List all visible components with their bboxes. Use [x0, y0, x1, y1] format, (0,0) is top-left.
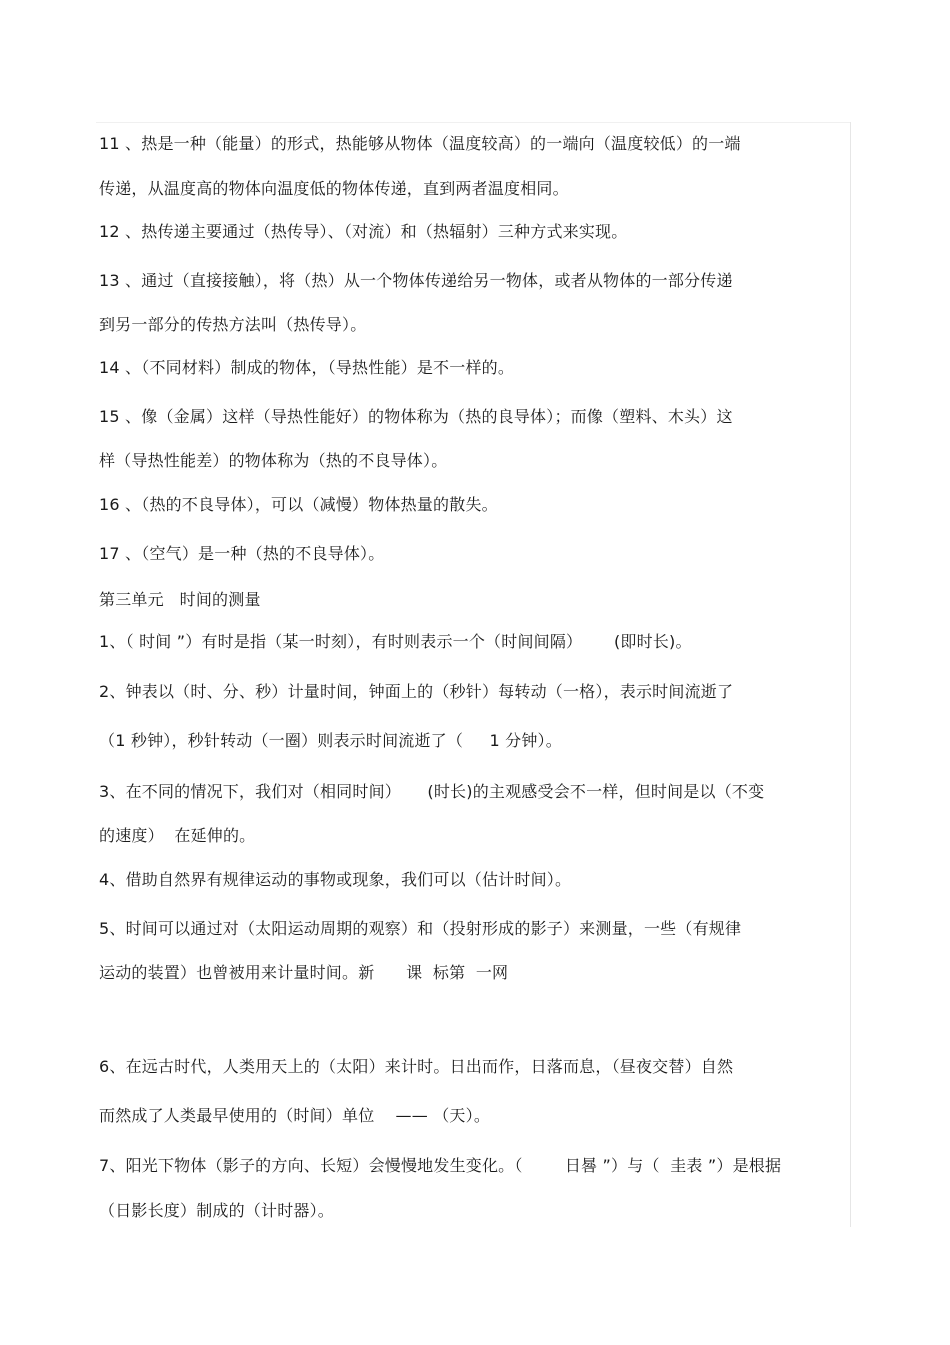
- text-line-unit3-item-6a: 6、在远古时代，人类用天上的（太阳）来计时。日出而作，日落而息，（昼夜交替）自然: [99, 1057, 734, 1076]
- text-line-item-13a: 13 、通过（直接接触），将（热）从一个物体传递给另一物体，或者从物体的一部分传递: [99, 271, 733, 290]
- text-line-item-12: 12 、热传递主要通过（热传导）、（对流）和（热辐射）三种方式来实现。: [99, 222, 628, 241]
- section-heading-unit-3: 第三单元 时间的测量: [99, 590, 261, 609]
- text-line-item-16: 16 、（热的不良导体），可以（减慢）物体热量的散失。: [99, 495, 498, 514]
- text-line-unit3-item-7a: 7、阳光下物体（影子的方向、长短）会慢慢地发生变化。（ 日晷 ”）与（ 圭表 ”）是根据: [99, 1156, 782, 1175]
- text-line-unit3-item-2b: （1 秒钟），秒针转动（一圈）则表示时间流逝了（ 1 分钟）。: [99, 731, 562, 750]
- page-right-border: [850, 122, 851, 1227]
- text-line-item-11b: 传递，从温度高的物体向温度低的物体传递，直到两者温度相同。: [99, 179, 569, 198]
- text-line-item-13b: 到另一部分的传热方法叫（热传导）。: [99, 315, 367, 334]
- text-line-unit3-item-1: 1、（ 时间 ”）有时是指（某一时刻），有时则表示一个（时间间隔） (即时长)。: [99, 632, 692, 651]
- text-line-unit3-item-4: 4、借助自然界有规律运动的事物或现象，我们可以（估计时间）。: [99, 870, 572, 889]
- text-line-unit3-item-5a: 5、时间可以通过对（太阳运动周期的观察）和（投射形成的影子）来测量，一些（有规律: [99, 919, 742, 938]
- text-line-unit3-item-3a: 3、在不同的情况下，我们对（相同时间） (时长)的主观感受会不一样，但时间是以（不变: [99, 782, 765, 801]
- text-line-unit3-item-3b: 的速度） 在延伸的。: [99, 826, 256, 845]
- text-line-item-11a: 11 、热是一种（能量）的形式，热能够从物体（温度较高）的一端向（温度较低）的一端: [99, 134, 741, 153]
- text-line-unit3-item-6b: 而然成了人类最早使用的（时间）单位 —— （天）。: [99, 1106, 491, 1125]
- text-line-item-17: 17 、（空气）是一种（热的不良导体）。: [99, 544, 385, 563]
- text-line-item-15b: 样（导热性能差）的物体称为（热的不良导体）。: [99, 451, 448, 470]
- text-line-item-15a: 15 、像（金属）这样（导热性能好）的物体称为（热的良导体）；而像（塑料、木头）这: [99, 407, 733, 426]
- page-top-border: [96, 122, 851, 123]
- text-line-unit3-item-5b: 运动的装置）也曾被用来计量时间。新 课 标第 一网: [99, 963, 509, 982]
- text-line-unit3-item-2a: 2、钟表以（时、分、秒）计量时间，钟面上的（秒针）每转动（一格），表示时间流逝了: [99, 682, 734, 701]
- text-line-unit3-item-7b: （日影长度）制成的（计时器）。: [99, 1201, 335, 1220]
- text-line-item-14: 14 、（不同材料）制成的物体，（导热性能）是不一样的。: [99, 358, 515, 377]
